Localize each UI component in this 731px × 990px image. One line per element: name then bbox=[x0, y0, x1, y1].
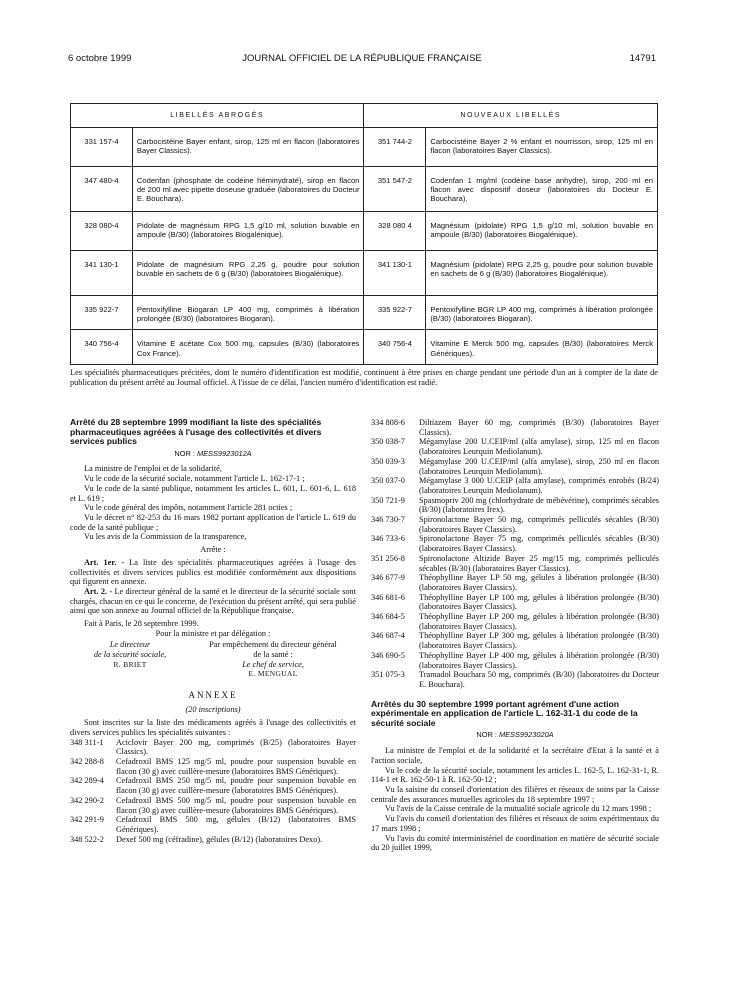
old-code: 335 922-7 bbox=[71, 296, 133, 330]
right-column bbox=[371, 418, 659, 853]
item-code: 334 808-6 bbox=[371, 418, 405, 427]
annexe-intro: Sont inscrites sur la liste des médicaments agréés à l'usage des collectivités et divers services publics les spécialités suivantes : bbox=[70, 718, 356, 737]
table-row bbox=[71, 167, 658, 212]
item-label: Théophylline Bayer LP 100 mg, gélules à libération prolongée (B/30) (laboratoires Bayer Classics). bbox=[419, 592, 659, 612]
new-label: Codenfan 1 mg/ml (codéine base anhydre), sirop, 200 ml en flacon avec dispositif doseur (laboratoires du Docteur E. Bouchara). bbox=[426, 167, 658, 212]
signature-right bbox=[190, 640, 356, 678]
table-row bbox=[71, 212, 658, 251]
item-code: 342 290-2 bbox=[70, 795, 104, 805]
table-row bbox=[71, 251, 658, 296]
article-1-text: La liste des spécialités pharmaceutiques agréées à l'usage des collectivités et divers services publics est modifiée conformément aux dispositions qui figurent en annexe. bbox=[70, 557, 357, 587]
new-label: Magnésium (pidolate) RPG 1,5 g/10 ml, solution buvable en ampoule (B/30) (laboratoires Biogalénique). bbox=[426, 212, 658, 251]
new-label: Pentoxifylline BGR LP 400 mg, comprimés à libération prolongée (B/30) (laboratoires Biogaran). bbox=[426, 296, 658, 330]
list-item bbox=[371, 631, 659, 650]
item-label: Spironolactone Altizide Bayer 25 mg/15 mg, comprimés pelliculés sécables (B/30) (laboratoires Bayer Classics). bbox=[419, 553, 659, 573]
header-date: 6 octobre 1999 bbox=[68, 53, 132, 64]
preamble-para: Vu le décret n° 82-253 du 16 mars 1982 portant application de l'article L. 619 du code de la santé publique ; bbox=[70, 513, 356, 532]
signature-right-name: E. MENGUAL bbox=[248, 669, 298, 679]
new-code: 340 756-4 bbox=[364, 330, 426, 364]
list-item bbox=[371, 554, 659, 573]
item-code: 342 289-4 bbox=[70, 776, 104, 786]
list-item bbox=[371, 670, 659, 689]
list-item bbox=[70, 776, 356, 795]
item-code: 346 730-7 bbox=[371, 515, 405, 525]
item-code: 346 733-6 bbox=[371, 534, 405, 544]
arrete-heading: Arrête : bbox=[200, 545, 226, 555]
delegation-line: Pour la ministre et par délégation : bbox=[155, 628, 271, 638]
nor-label: NOR : bbox=[476, 730, 497, 740]
item-label: Théophylline Bayer LP 300 mg, gélules à libération prolongée (B/30) (laboratoires Bayer Classics). bbox=[419, 631, 659, 651]
nor-code: MESS9923020A bbox=[498, 730, 554, 740]
item-code: 346 687-4 bbox=[371, 631, 405, 641]
old-code: 331 157-4 bbox=[71, 128, 133, 167]
article-2-text: Le directeur général de la santé et le directeur de la sécurité sociale sont chargés, chacun en ce qui le concerne, de l'exécution du présent arrêté, qui sera publié ainsi que son annexe au Journal officiel de la République française. bbox=[70, 586, 357, 616]
item-code: 346 684-5 bbox=[371, 612, 405, 622]
preamble-para: Vu l'avis de la Caisse centrale de la mutualité sociale agricole du 12 mars 1998 ; bbox=[385, 804, 652, 814]
nor-reference-2 bbox=[371, 730, 659, 740]
old-code: 340 756-4 bbox=[71, 330, 133, 364]
list-item bbox=[371, 573, 659, 592]
old-label: Pidolate de magnésium RPG 2,25 g, poudre pour solution buvable en sachets de 6 g (B/30) (laboratoires Biogalénique). bbox=[132, 251, 364, 296]
decree-title-2: Arrêtés du 30 septembre 1999 portant agrément d'une action expérimentale en application de l'article L. 162-31-1 du code de la sécurité sociale bbox=[371, 698, 638, 728]
list-item bbox=[70, 796, 356, 815]
preamble-para: Vu l'avis du comité interministériel de coordination en matière de sécurité sociale du 20 juillet 1999, bbox=[371, 833, 659, 853]
item-label: Cefadroxil BMS 250 mg/5 ml, poudre pour suspension buvable en flacon (30 g) avec cuillère-mesure (laboratoires BMS Génériques). bbox=[116, 776, 356, 796]
header-journal-title: JOURNAL OFFICIEL DE LA RÉPUBLIQUE FRANÇAISE bbox=[242, 53, 482, 64]
item-code: 346 677-9 bbox=[371, 573, 405, 583]
item-code: 351 256-8 bbox=[371, 553, 405, 563]
labels-table bbox=[70, 103, 658, 365]
preamble-para: La ministre de l'emploi et de la solidarité, bbox=[84, 464, 222, 474]
nor-label: NOR : bbox=[174, 448, 195, 458]
item-code: 346 681-6 bbox=[371, 592, 405, 602]
page-header bbox=[68, 53, 656, 67]
item-label: Cefadroxil BMS 500 mg, gélules (B/12) (laboratoires BMS Génériques). bbox=[116, 815, 356, 834]
item-code: 342 291-9 bbox=[70, 815, 104, 825]
done-at: Fait à Paris, le 28 septembre 1999. bbox=[84, 619, 199, 629]
item-label: Dexef 500 mg (céfradine), gélules (B/12) (laboratoires Dexo). bbox=[116, 834, 323, 844]
signature-right-line-1: Par empêchement du directeur général bbox=[209, 640, 337, 650]
new-code: 351 547-2 bbox=[364, 167, 426, 212]
list-item bbox=[371, 593, 659, 612]
list-item bbox=[70, 757, 356, 776]
annexe-heading: ANNEXE bbox=[188, 689, 238, 700]
item-code: 346 690-5 bbox=[371, 650, 405, 660]
preamble-para: Vu le code de la sécurité sociale, notamment les articles L. 162-5, L. 162-31-1, R. 114-1 et R. 162-50-1 à R. 162-50-12 ; bbox=[371, 765, 659, 785]
old-label: Pentoxifylline Biogaran LP 400 mg, comprimés à libération prolongée (B/30) (laboratoires Biogaran). bbox=[132, 296, 364, 330]
old-code: 347 480-4 bbox=[71, 167, 133, 212]
article-1-label: Art. 1er. - bbox=[84, 557, 125, 567]
table-row bbox=[71, 330, 658, 364]
old-label: Codenfan (phosphate de codéine héminydraté), sirop en flacon de 200 ml avec pipette doseuse graduée (laboratoires du Docteur E. Bouchara). bbox=[132, 167, 364, 212]
signature-left bbox=[70, 640, 190, 678]
list-item bbox=[371, 496, 659, 515]
list-item bbox=[371, 651, 659, 670]
signature-left-name: R. BRIET bbox=[113, 659, 147, 669]
header-page-number: 14791 bbox=[629, 53, 656, 64]
item-label: Mégamylase 3 000 U.CEIP (alfa amylase), comprimés enrobés (B/24) (laboratoires Leurquin Mediolanum). bbox=[419, 476, 659, 495]
preamble-para: Vu le code de la santé publique, notamment les articles L. 601, L. 601-6, L. 618 et L. 619 ; bbox=[70, 483, 356, 503]
old-label: Vitamine E acétate Cox 500 mg, capsules (B/30) (laboratoires Cox France). bbox=[132, 330, 364, 364]
new-code: 328 080 4 bbox=[364, 212, 426, 251]
signatures bbox=[70, 640, 356, 678]
list-item bbox=[371, 515, 659, 534]
list-item bbox=[371, 437, 659, 456]
item-code: 350 038-7 bbox=[371, 437, 405, 447]
item-label: Théophylline Bayer LP 400 mg, gélules à libération prolongée (B/30) (laboratoires Bayer Classics). bbox=[419, 650, 659, 670]
old-label: Carbocistéine Bayer enfant, sirop, 125 ml en flacon (laboratoires Bayer Classics). bbox=[132, 128, 364, 167]
item-code: 350 721-9 bbox=[371, 495, 405, 505]
signature-left-title: Le directeur bbox=[109, 640, 151, 650]
item-code: 350 039-3 bbox=[371, 456, 405, 466]
preamble-para: Vu les avis de la Commission de la transparence, bbox=[84, 532, 247, 542]
new-label: Carbocistéine Bayer 2 % enfant et nourrisson, sirop, 125 ml en flacon (laboratoires Bayer Classics). bbox=[426, 128, 658, 167]
nor-reference bbox=[70, 449, 356, 459]
new-label: Magnésium (pidolate) RPG 2,25 g, poudre pour solution buvable en sachets de 6 g (B/30) (laboratoires Biogalénique). bbox=[426, 251, 658, 296]
preamble-para: La ministre de l'emploi et de la solidarité et la secrétaire d'Etat à la santé et à l'action sociale, bbox=[371, 746, 659, 765]
item-label: Cefadroxil BMS 500 mg/5 ml, poudre pour suspension buvable en flacon (30 g) avec cuillère-mesure (laboratoires BMS Génériques). bbox=[116, 795, 356, 815]
old-label: Pidolate de magnésium RPG 1,5 g/10 ml, solution buvable en ampoule (B/30) (laboratoires Biogalénique). bbox=[132, 212, 364, 251]
item-label: Mégamylase 200 U.CEIP/ml (alfa amylase), sirop, 125 ml en flacon (laboratoires Leurquin Mediolanum). bbox=[419, 437, 659, 457]
col-new-header: NOUVEAUX LIBELLÉS bbox=[364, 104, 658, 128]
item-label: Diltiazem Bayer 60 mg, comprimés (B/30) (laboratoires Bayer Classics). bbox=[419, 418, 659, 437]
new-code: 335 922-7 bbox=[364, 296, 426, 330]
left-column bbox=[70, 418, 356, 844]
article-1 bbox=[70, 558, 356, 587]
decree-title: Arrêté du 28 septembre 1999 modifiant la liste des spécialités pharmaceutiques agréées à l'usage des collectivités et divers services publics bbox=[70, 417, 322, 447]
list-item bbox=[70, 815, 356, 834]
list-item bbox=[70, 835, 356, 845]
item-label: Aciclovir Bayer 200 mg, comprimés (B/25) (laboratoires Bayer Classics). bbox=[116, 737, 356, 757]
old-code: 328 080-4 bbox=[71, 212, 133, 251]
item-code: 348 522-2 bbox=[70, 834, 104, 844]
list-item bbox=[371, 418, 659, 437]
list-item bbox=[371, 476, 659, 495]
article-2-label: Art. 2. - bbox=[84, 586, 113, 596]
new-code: 341 130-1 bbox=[364, 251, 426, 296]
preamble-para: Vu la saisine du conseil d'orientation des filières et réseaux de soins par la Caisse centrale des assurances mutuelles agricoles du 18 septembre 1997 ; bbox=[371, 784, 659, 804]
list-item bbox=[371, 457, 659, 476]
old-code: 341 130-1 bbox=[71, 251, 133, 296]
inscriptions-count: (20 inscriptions) bbox=[185, 704, 241, 714]
item-code: 351 075-3 bbox=[371, 670, 405, 680]
item-label: Théophylline Bayer LP 200 mg, gélules à libération prolongée (B/30) (laboratoires Bayer Classics). bbox=[419, 612, 659, 631]
new-code: 351 744-2 bbox=[364, 128, 426, 167]
item-label: Théophylline Bayer LP 50 mg, gélules à libération prolongée (B/30) (laboratoires Bayer Classics). bbox=[419, 573, 659, 592]
signature-right-line-2: de la santé : bbox=[253, 650, 293, 660]
item-label: Mégamylase 200 U.CEIP/ml (alfa amylase), sirop, 250 ml en flacon (laboratoires Leurquin Mediolanum). bbox=[419, 456, 659, 476]
table-row bbox=[71, 128, 658, 167]
item-label: Cefadroxil BMS 125 mg/5 ml, poudre pour suspension buvable en flacon (30 g) avec cuillère-mesure (laboratoires BMS Génériques). bbox=[116, 757, 356, 776]
item-label: Tramadol Bouchara 50 mg, comprimés (B/30) (laboratoires du Docteur E. Bouchara). bbox=[419, 670, 659, 689]
item-code: 350 037-0 bbox=[371, 476, 405, 486]
item-code: 342 288-8 bbox=[70, 757, 104, 767]
item-label: Spasmopriv 200 mg (chlorhydrate de mébévérine), comprimés sécables (B/30) (laboratoires Irex). bbox=[419, 495, 659, 515]
preamble-para: Vu l'avis du conseil d'orientation des filières et réseaux de soins expérimentaux du 17 mars 1998 ; bbox=[371, 814, 659, 833]
signature-right-title: Le chef de service, bbox=[242, 659, 304, 669]
item-label: Spironolactone Bayer 50 mg, comprimés pelliculés sécables (B/30) (laboratoires Bayer Classics). bbox=[419, 515, 659, 534]
signature-left-title-2: de la sécurité sociale, bbox=[93, 650, 167, 660]
table-note: Les spécialités pharmaceutiques précitées, dont le numéro d'identification est modifié, continuent à être prises en charge pendant une période d'un an à compter de la date de publication du présent arrêté au Journal officiel. A l'issue de ce délai, l'ancien numéro d'identification est radié. bbox=[70, 368, 658, 387]
list-item bbox=[371, 534, 659, 553]
col-old-header: LIBELLÉS ABROGÉS bbox=[71, 104, 364, 128]
item-code: 348 311-1 bbox=[70, 737, 104, 747]
preamble-para: Vu le code de la sécurité sociale, notamment l'article L. 162-17-1 ; bbox=[84, 474, 305, 484]
nor-code: MESS9923012A bbox=[196, 448, 252, 458]
article-2 bbox=[70, 587, 356, 616]
preamble-para: Vu le code général des impôts, notamment l'article 281 octies ; bbox=[84, 503, 293, 513]
table-header-row bbox=[71, 104, 658, 128]
new-label: Vitamine E Merck 500 mg, capsules (B/30) (laboratoires Merck Génériques). bbox=[426, 330, 658, 364]
item-label: Spironolactone Bayer 75 mg, comprimés pelliculés sécables (B/30) (laboratoires Bayer Classics). bbox=[419, 534, 659, 554]
table-row bbox=[71, 296, 658, 330]
list-item bbox=[371, 612, 659, 631]
list-item bbox=[70, 738, 356, 757]
